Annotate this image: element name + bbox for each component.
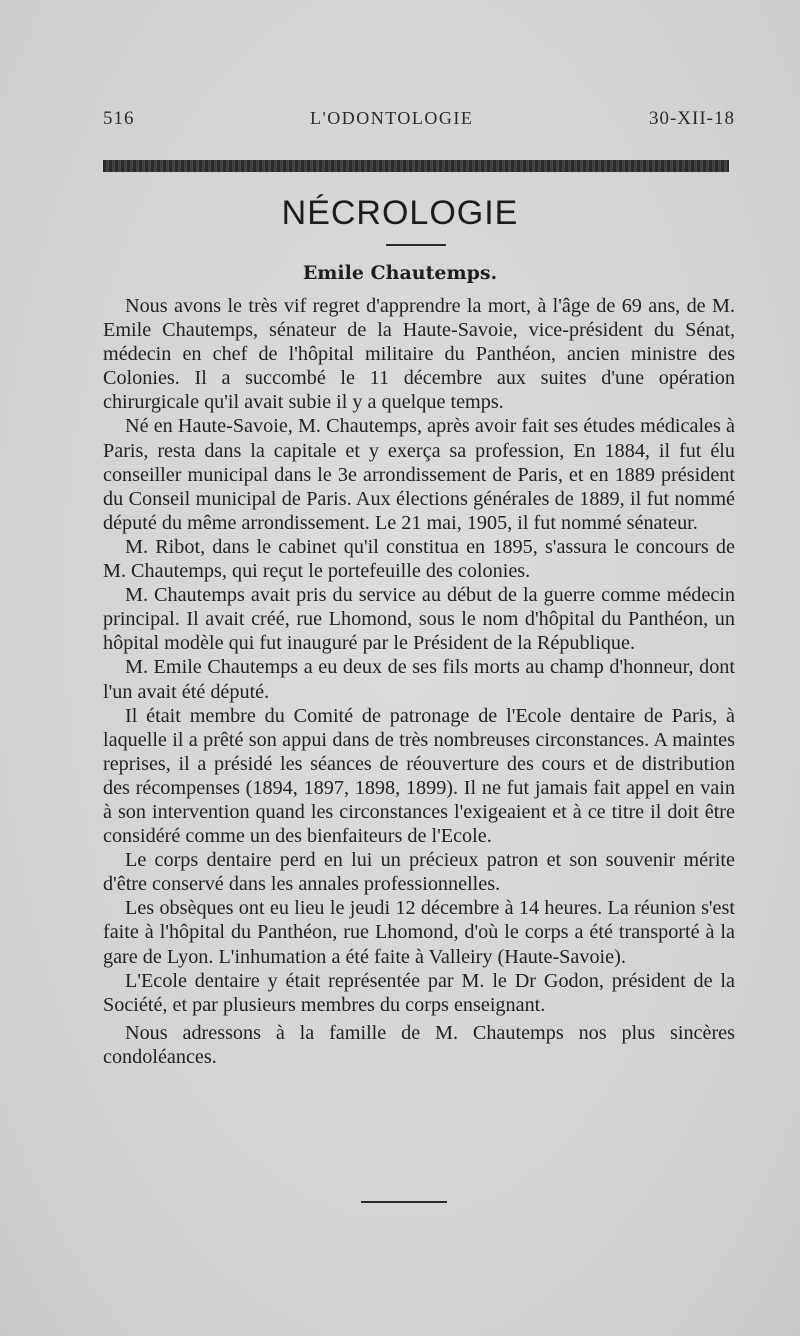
- paragraph: M. Chautemps avait pris du service au début de la guerre comme médecin principal. Il avait créé, rue Lhomond, sous le nom d'hôpital du Panthéon, un hôpital modèle qui fut inauguré par le Président de la République.: [103, 584, 735, 655]
- header-ornament-rule: [103, 160, 729, 172]
- closing-paragraph: Nous adressons à la famille de M. Chautemps nos plus sincères condoléances.: [103, 1021, 735, 1068]
- paragraph: Il était membre du Comité de patronage de l'Ecole dentaire de Paris, à laquelle il a prêté son appui dans de très nombreuses circonstances. A maintes reprises, il a présidé les séances de réouverture des cours et de distribution des récompenses (1894, 1897, 1898, 1899). Il ne fut jamais fait appel en vain à son intervention quand les circonstances l'exigeaient et à ce titre il doit être considéré comme un des bienfaiteurs de l'Ecole.: [103, 704, 735, 848]
- paragraph: L'Ecole dentaire y était représentée par M. le Dr Godon, président de la Société, et par plusieurs membres du corps enseignant.: [103, 969, 735, 1016]
- paragraph: Né en Haute-Savoie, M. Chautemps, après avoir fait ses études médicales à Paris, resta dans la capitale et y exerça sa profession, En 1884, il fut élu conseiller municipal dans le 3e arrondissement de Paris, et en 1889 président du Conseil municipal de Paris. Aux élections générales de 1889, il fut nommé député du même arrondissement. Le 21 mai, 1905, il fut nommé sénateur.: [103, 415, 735, 534]
- paragraph: M. Ribot, dans le cabinet qu'il constitua en 1895, s'assura le concours de M. Chautemps, qui reçut le portefeuille des colonies.: [103, 535, 735, 583]
- article-body: [103, 294, 735, 1069]
- section-title: NÉCROLOGIE: [281, 194, 519, 232]
- paragraph: Nous avons le très vif regret d'apprendre la mort, à l'âge de 69 ans, de M. Emile Chautemps, sénateur de la Haute-Savoie, vice-président du Sénat, médecin en chef de l'hôpital militaire du Panthéon, ancien ministre des Colonies. Il a succombé le 11 décembre aux suites d'une opération chirurgicale qu'il avait subie il y a quelque temps.: [103, 295, 735, 414]
- paragraph: Les obsèques ont eu lieu le jeudi 12 décembre à 14 heures. La réunion s'est faite à l'hôpital du Panthéon, rue Lhomond, d'où le corps a été transporté à la gare de Lyon. L'inhumation a été faite à Valleiry (Haute-Savoie).: [103, 897, 735, 968]
- issue-date: 30-XII-18: [648, 108, 735, 129]
- end-divider: [361, 1201, 447, 1203]
- page-number: 516: [103, 108, 135, 129]
- title-divider: [386, 244, 446, 246]
- paragraph: M. Emile Chautemps a eu deux de ses fils morts au champ d'honneur, dont l'un avait été député.: [103, 656, 735, 703]
- article-title: Emile Chautemps.: [302, 262, 498, 284]
- running-header: [103, 108, 735, 130]
- journal-title: L'ODONTOLOGIE: [310, 108, 474, 128]
- paragraph: Le corps dentaire perd en lui un précieux patron et son souvenir mérite d'être conservé dans les annales professionnelles.: [103, 849, 735, 896]
